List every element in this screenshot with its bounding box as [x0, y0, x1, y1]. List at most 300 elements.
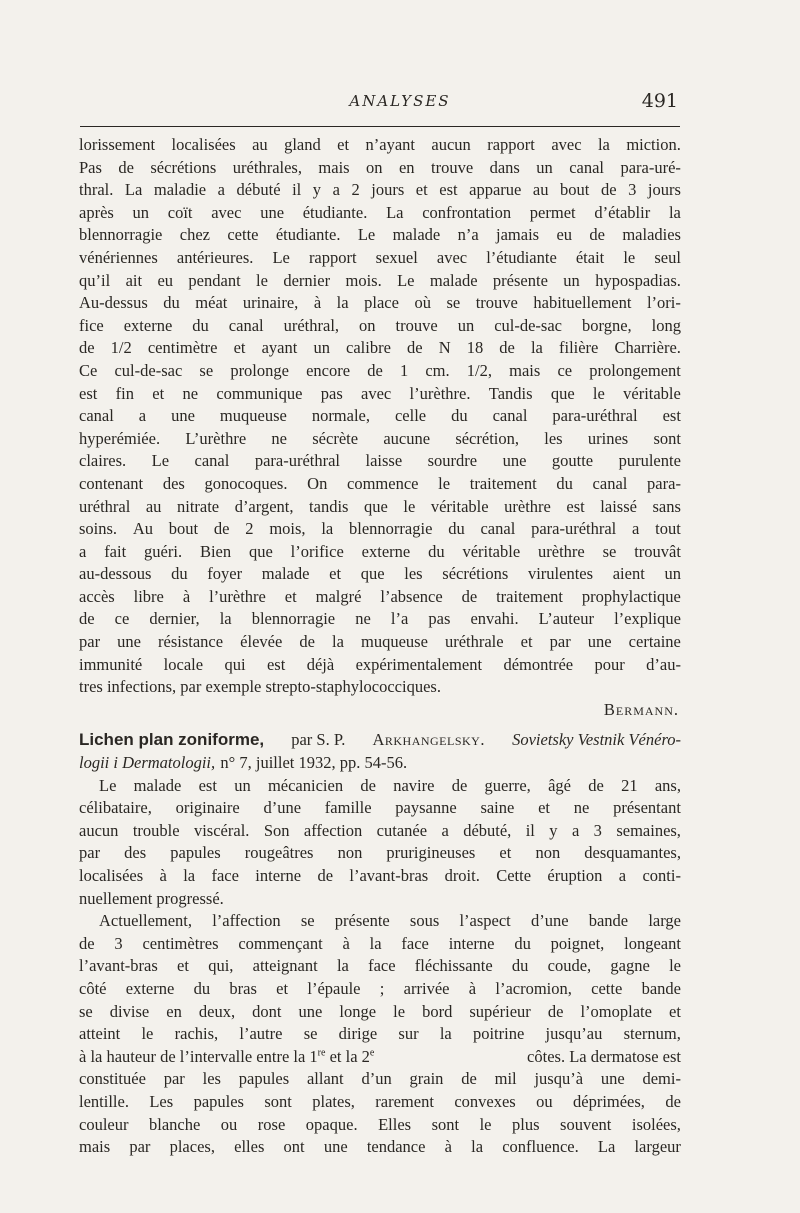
word: 18 [466, 338, 484, 358]
word: à [444, 1137, 452, 1157]
text-line [79, 955, 681, 978]
word: ne [271, 428, 287, 448]
word: externe [361, 541, 411, 561]
word: prolongement [589, 360, 681, 380]
word: contenant [79, 473, 144, 493]
word: Pas [79, 157, 102, 177]
superscript: re [317, 1047, 326, 1059]
word: les [202, 1069, 221, 1089]
word: bout [560, 180, 590, 200]
word: grain [409, 1069, 444, 1089]
word: virulentes [527, 564, 594, 584]
word: affection [303, 820, 363, 840]
word: commençant [238, 933, 323, 953]
word: de [118, 157, 134, 177]
word: para-uréthral [552, 406, 638, 426]
word: résistance [158, 632, 224, 652]
word: 3 [628, 180, 637, 200]
word: conti- [642, 866, 681, 885]
word: places, [169, 1137, 215, 1157]
word: a [618, 866, 627, 885]
word: est [566, 496, 585, 516]
word: était [575, 247, 605, 267]
word: pour [594, 654, 625, 674]
word: de [499, 338, 515, 358]
word: de [317, 866, 334, 885]
word: prurigineuses [386, 843, 476, 863]
word: sont [431, 1114, 460, 1134]
word: filière [558, 338, 599, 358]
word: de [589, 225, 605, 245]
word: et [329, 564, 342, 584]
word: par [79, 843, 101, 863]
word: localisées [171, 135, 236, 154]
word: ont [283, 1137, 305, 1157]
word: supérieur [469, 1001, 531, 1021]
word: 3 [593, 820, 602, 840]
text-line [79, 541, 681, 564]
word: para- [647, 473, 681, 493]
word: que [248, 541, 273, 561]
word: trouve [430, 157, 474, 177]
word: La [386, 202, 404, 222]
word: la [597, 135, 610, 154]
word: centimètre [147, 338, 218, 358]
word: en [166, 1001, 182, 1021]
word: où [414, 293, 431, 313]
text-line [79, 337, 681, 360]
word: mois, [269, 519, 306, 539]
review-heading-line-1 [79, 729, 681, 752]
word: des [124, 843, 147, 863]
word: déjà [306, 654, 335, 674]
word: trouvât [634, 541, 681, 561]
word: atteignant [252, 956, 318, 976]
text-line [79, 428, 681, 451]
word: qui, [208, 956, 234, 976]
word: d’un [361, 1069, 392, 1089]
word: le [393, 1001, 406, 1021]
word: goutte [551, 451, 594, 471]
word: de [79, 338, 95, 358]
word: non [337, 843, 363, 863]
word: malade [261, 564, 310, 584]
word: et [276, 978, 289, 998]
word: que [550, 383, 575, 403]
word: antérieures. [176, 247, 254, 267]
word: sont [264, 1091, 292, 1111]
word: dont [252, 1001, 282, 1021]
word: et [415, 180, 428, 200]
word: coude, [547, 956, 592, 976]
text-line [79, 405, 681, 428]
word: N [438, 338, 451, 358]
word: malgré [315, 586, 362, 606]
word: ne [182, 383, 199, 403]
text-line [79, 1136, 681, 1159]
word: d’une [263, 798, 302, 818]
text-line [79, 134, 681, 157]
word: côté [79, 978, 107, 998]
word: à [182, 586, 191, 606]
word: soins. [79, 519, 118, 539]
text-line [79, 842, 681, 865]
word: aucun [79, 820, 119, 840]
word: a [217, 180, 225, 200]
word: l’explique [614, 609, 681, 629]
word: maladie [153, 180, 207, 200]
word: chez [179, 225, 210, 245]
word: immunité [79, 654, 143, 674]
word: le [403, 496, 416, 516]
word: hypospadias. [595, 270, 681, 290]
word: opaque. [305, 1114, 358, 1134]
page-number: 491 [641, 90, 678, 112]
word: guerre, [484, 775, 531, 795]
text-line [79, 292, 681, 315]
word: interne [448, 933, 495, 953]
word: se [199, 360, 214, 380]
word: il [525, 820, 535, 840]
text-line [79, 631, 681, 654]
word: y [549, 820, 558, 840]
word: dirige [338, 1024, 378, 1044]
word: 2 [351, 180, 360, 200]
word: Charrière. [614, 338, 681, 358]
word: atteint [79, 1024, 121, 1044]
review-paragraph-1 [79, 775, 681, 911]
word: dernier [283, 270, 331, 290]
word: sous [409, 911, 440, 931]
word: originaire [175, 798, 240, 818]
word: canal [569, 157, 605, 177]
word: cette [591, 978, 623, 998]
word: localisées [79, 866, 144, 885]
word: thral. [79, 180, 114, 200]
word: qui [224, 654, 246, 674]
text-line [79, 1023, 681, 1046]
word: des [162, 473, 185, 493]
word: étudiante. [275, 225, 341, 245]
word: de [588, 775, 604, 795]
text-line [79, 450, 681, 473]
word: 1/2, [466, 360, 492, 380]
word: fléchissante [414, 956, 493, 976]
word: prolonge [230, 360, 289, 380]
word: externe [125, 978, 175, 998]
word: le [592, 383, 605, 403]
word: uréthral [79, 496, 131, 516]
word: du [163, 293, 180, 313]
word: du [192, 315, 209, 335]
word: ait [125, 270, 143, 290]
word: se [446, 293, 461, 313]
word: l’a [390, 609, 409, 629]
word: à [342, 933, 350, 953]
word: l’absence [380, 586, 443, 606]
word: communique [216, 383, 303, 403]
word: prophylactique [581, 586, 681, 606]
word: L’auteur [538, 609, 594, 629]
word: Le [272, 247, 290, 267]
review-paragraph-2-rest [79, 1068, 681, 1158]
review-journal-cont: logii i Dermatologii, [79, 753, 216, 773]
word: du [171, 564, 188, 584]
text-line [79, 224, 681, 247]
word: au [145, 496, 162, 516]
word: une [260, 202, 285, 222]
word: le [256, 270, 268, 290]
word: d’au- [646, 654, 681, 674]
text-line [79, 473, 681, 496]
word: Bien [199, 541, 232, 561]
word: mais [318, 157, 350, 177]
word: malade [133, 775, 182, 795]
word: blennorragie [349, 519, 433, 539]
word: foyer [207, 564, 243, 584]
word: envahi. [470, 609, 519, 629]
word: bande [588, 911, 629, 931]
word: sans [652, 496, 681, 516]
word: uréthral, [283, 315, 340, 335]
text-line [79, 978, 681, 1001]
text-line [79, 157, 681, 180]
word: Tandis [488, 383, 533, 403]
word: seul [654, 247, 681, 267]
word: La [124, 180, 143, 200]
word: de [600, 180, 617, 200]
word: lorissement [79, 135, 156, 154]
word: débuté, [463, 820, 512, 840]
word: à [313, 293, 322, 313]
word: l’urèthre [209, 586, 266, 606]
word: n’a [457, 225, 479, 245]
word: ans, [654, 775, 681, 795]
word: jamais [496, 225, 540, 245]
text-line [79, 518, 681, 541]
word: urèthre [504, 496, 551, 516]
text-line [79, 797, 681, 820]
word: rarement [375, 1091, 434, 1111]
word: traitement [496, 586, 563, 606]
word: longeant [624, 933, 681, 953]
header-rule [80, 126, 680, 127]
word: un [563, 270, 580, 290]
word: de [79, 609, 95, 629]
word: y [312, 180, 322, 200]
word: un [234, 775, 251, 795]
word: tendance [366, 1137, 426, 1157]
word: canal [480, 519, 516, 539]
word: la [668, 202, 681, 222]
word: de [461, 586, 478, 606]
word: et [520, 632, 533, 652]
word: une [600, 1069, 625, 1089]
word: véritable [623, 383, 681, 403]
word: de [213, 519, 230, 539]
word: fin [115, 383, 134, 403]
word: la [332, 632, 344, 652]
word: plus [512, 1114, 540, 1134]
word: ce [114, 609, 130, 629]
word: rose [257, 1114, 286, 1134]
word: qu’il [79, 270, 111, 290]
word: célibataire, [79, 798, 152, 818]
word: méat [195, 293, 228, 313]
word: l’autre [239, 1024, 283, 1044]
word: Elles [378, 1114, 412, 1134]
text-line [79, 654, 681, 677]
word: 1/2 [110, 338, 132, 358]
word: et [152, 383, 165, 403]
word: centimètres [142, 933, 219, 953]
word: l’urèthre. [409, 383, 471, 403]
word: place [364, 293, 399, 313]
word: trouble [132, 820, 180, 840]
word: locale [163, 654, 204, 674]
word: un [313, 338, 330, 358]
word: gonocoques. [204, 473, 288, 493]
word: encore [306, 360, 351, 380]
word: n’ayant [365, 135, 415, 154]
word: habituellement [533, 293, 632, 313]
word: se [303, 1024, 318, 1044]
word: la [336, 956, 349, 976]
word: se [79, 1001, 93, 1021]
word: gland [284, 135, 321, 154]
word: présentant [613, 798, 681, 818]
word: sécrétions [442, 564, 509, 584]
word: uréthrales, [232, 157, 302, 177]
word: Le [397, 270, 415, 290]
word: ne [573, 798, 590, 818]
running-title: ANALYSES [349, 92, 451, 110]
text-line [79, 1068, 681, 1091]
word: sourdre [427, 451, 478, 471]
word: du [428, 541, 445, 561]
word: miction. [626, 135, 681, 154]
word: pas [320, 383, 343, 403]
word: permet [529, 202, 576, 222]
word: en [398, 157, 415, 177]
word: par [549, 632, 571, 652]
text-line: tres infections, par exemple strepto-staphylococciques. [79, 677, 441, 697]
word: apparue [469, 180, 522, 200]
word: a [79, 541, 87, 561]
word: de [461, 1069, 477, 1089]
word: véritable [430, 496, 489, 516]
word: la [336, 293, 349, 313]
word: véritable [462, 541, 521, 561]
word: a [632, 519, 640, 539]
word: rougeâtres [244, 843, 314, 863]
word: canal [592, 473, 628, 493]
word: sexuel [375, 247, 418, 267]
word: les [544, 428, 563, 448]
word: papules [238, 1069, 290, 1089]
word: divise [109, 1001, 150, 1021]
word: est [266, 654, 286, 674]
text-line [79, 496, 681, 519]
word: et [499, 843, 512, 863]
word: nitrate [176, 496, 220, 516]
word: jusqu’au [545, 1024, 603, 1044]
word: gagne [610, 956, 650, 976]
word: Au [132, 519, 154, 539]
word: de [367, 360, 383, 380]
word: plates, [312, 1091, 355, 1111]
word: de [451, 775, 468, 795]
word: cutanée [376, 820, 428, 840]
word: expérimentalement [355, 654, 483, 674]
page-body [79, 134, 681, 1159]
word: du [511, 956, 529, 976]
word: bout [168, 519, 199, 539]
word: et [284, 586, 297, 606]
word: avec [436, 247, 468, 267]
line-part: à la hauteur de l’intervalle entre la 1re et la 2e [79, 1046, 375, 1066]
word: mais [509, 360, 541, 380]
word: un [457, 315, 475, 335]
word: dans [489, 157, 520, 177]
word: après [79, 202, 114, 222]
word: Au-dessus [79, 293, 148, 313]
word: demi- [642, 1069, 681, 1089]
word: à [468, 978, 477, 998]
word: que [360, 564, 385, 584]
word: l’orifice [290, 541, 344, 561]
word: jours [371, 180, 405, 200]
word: mécanicien [267, 775, 344, 795]
word: d’argent, [234, 496, 294, 516]
word: avec [361, 383, 392, 403]
word: arrivée [403, 978, 450, 998]
word: le [623, 247, 636, 267]
word: laisse [365, 451, 403, 471]
word: ayant [261, 338, 298, 358]
word: le [669, 956, 681, 976]
word: on [359, 315, 376, 335]
word: externe [123, 315, 173, 335]
word: l’avant-bras [79, 956, 158, 976]
word: allant [306, 1069, 344, 1089]
word: pendant [188, 270, 241, 290]
word: tout [655, 519, 681, 539]
word: aient [612, 564, 645, 584]
text-line [79, 933, 681, 956]
word: l’aspect [459, 911, 511, 931]
word: avec [211, 202, 242, 222]
word: laissé [600, 496, 637, 516]
word: il [292, 180, 302, 200]
word: est [439, 180, 458, 200]
word: urèthre [538, 541, 585, 561]
text-line [79, 179, 681, 202]
word: commence [347, 473, 419, 493]
word: semaines, [616, 820, 681, 840]
word: que [364, 496, 388, 516]
word: se [602, 541, 617, 561]
word: 2 [245, 519, 254, 539]
word: muqueuse [219, 406, 287, 426]
word: rachis, [174, 1024, 219, 1044]
word: para-uréthral [254, 451, 341, 471]
word: papules [170, 843, 221, 863]
text-line [79, 247, 681, 270]
word: longe [339, 1001, 377, 1021]
word: canal [79, 406, 114, 426]
word: a [571, 820, 580, 840]
